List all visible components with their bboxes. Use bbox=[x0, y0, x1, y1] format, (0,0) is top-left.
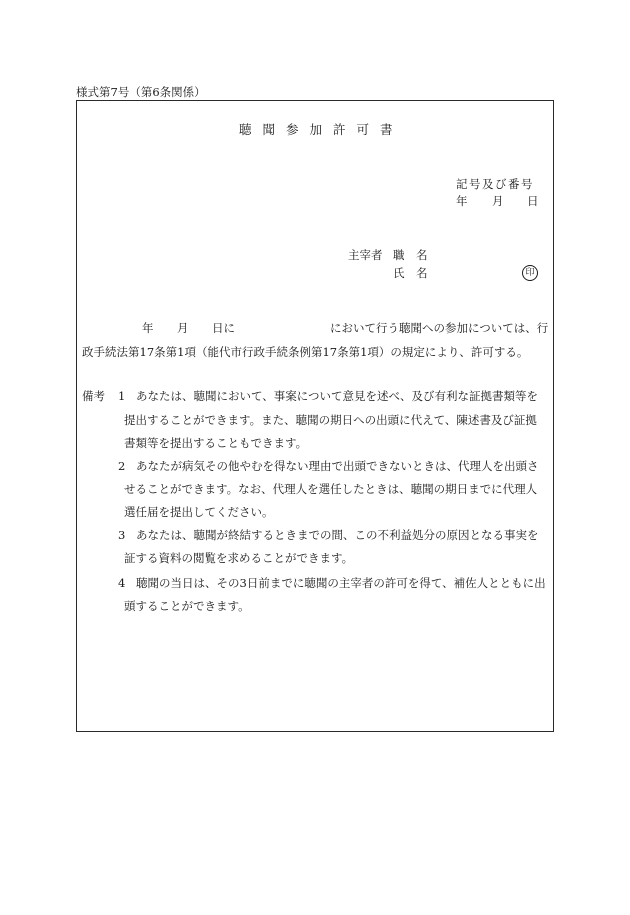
permission-text-line2: 政手続法第17条第1項（能代市行政手続条例第17条第1項）の規定により、許可する。 bbox=[82, 345, 529, 359]
issue-date-year-label: 年 bbox=[456, 194, 468, 208]
hearing-date-month: 月 bbox=[177, 321, 189, 335]
permission-text-line1: において行う聴聞への参加については、行 bbox=[330, 321, 549, 335]
presider-label: 主宰者 bbox=[348, 248, 383, 262]
hearing-date-year: 年 bbox=[142, 321, 154, 335]
document-title: 聴聞参加許可書 bbox=[239, 122, 404, 137]
remark-line: 選任届を提出してください。 bbox=[124, 505, 274, 519]
remark-line: せることができます。なお、代理人を選任したときは、聴聞の期日までに代理人 bbox=[124, 482, 538, 496]
remark-line: あなたは、聴聞が終結するときまでの間、この不利益処分の原因となる事実を bbox=[136, 528, 539, 542]
issue-date-month-label: 月 bbox=[492, 194, 504, 208]
remark-line: 書類等を提出することもできます。 bbox=[124, 436, 308, 450]
hearing-date-day: 日に bbox=[212, 321, 235, 335]
remark-number: 2 bbox=[118, 459, 126, 473]
remark-number: 3 bbox=[118, 528, 126, 542]
remark-line: 提出することができます。また、聴聞の期日への出頭に代えて、陳述書及び証拠 bbox=[124, 413, 537, 427]
record-number-label: 記号及び番号 bbox=[456, 177, 534, 191]
remark-line: 聴聞の当日は、その3日前までに聴聞の主宰者の許可を得て、補佐人とともに出 bbox=[136, 576, 546, 590]
remarks-label: 備考 bbox=[82, 389, 105, 403]
remark-line: あなたが病気その他やむを得ない理由で出頭できないときは、代理人を出頭さ bbox=[136, 459, 539, 473]
remark-line: 頭することができます。 bbox=[124, 599, 250, 613]
presider-post-label: 職 名 bbox=[393, 248, 428, 262]
remark-line: 証する資料の閲覧を求めることができます。 bbox=[124, 551, 354, 565]
remark-number: 1 bbox=[118, 389, 126, 403]
form-number: 様式第7号（第6条関係） bbox=[76, 85, 206, 99]
seal-mark: 印 bbox=[522, 265, 538, 281]
issue-date-day-label: 日 bbox=[527, 194, 539, 208]
remark-line: あなたは、聴聞において、事案について意見を述べ、及び有利な証拠書類等を bbox=[136, 389, 539, 403]
remark-number: 4 bbox=[118, 576, 126, 590]
presider-name-label: 氏 名 bbox=[393, 266, 428, 280]
